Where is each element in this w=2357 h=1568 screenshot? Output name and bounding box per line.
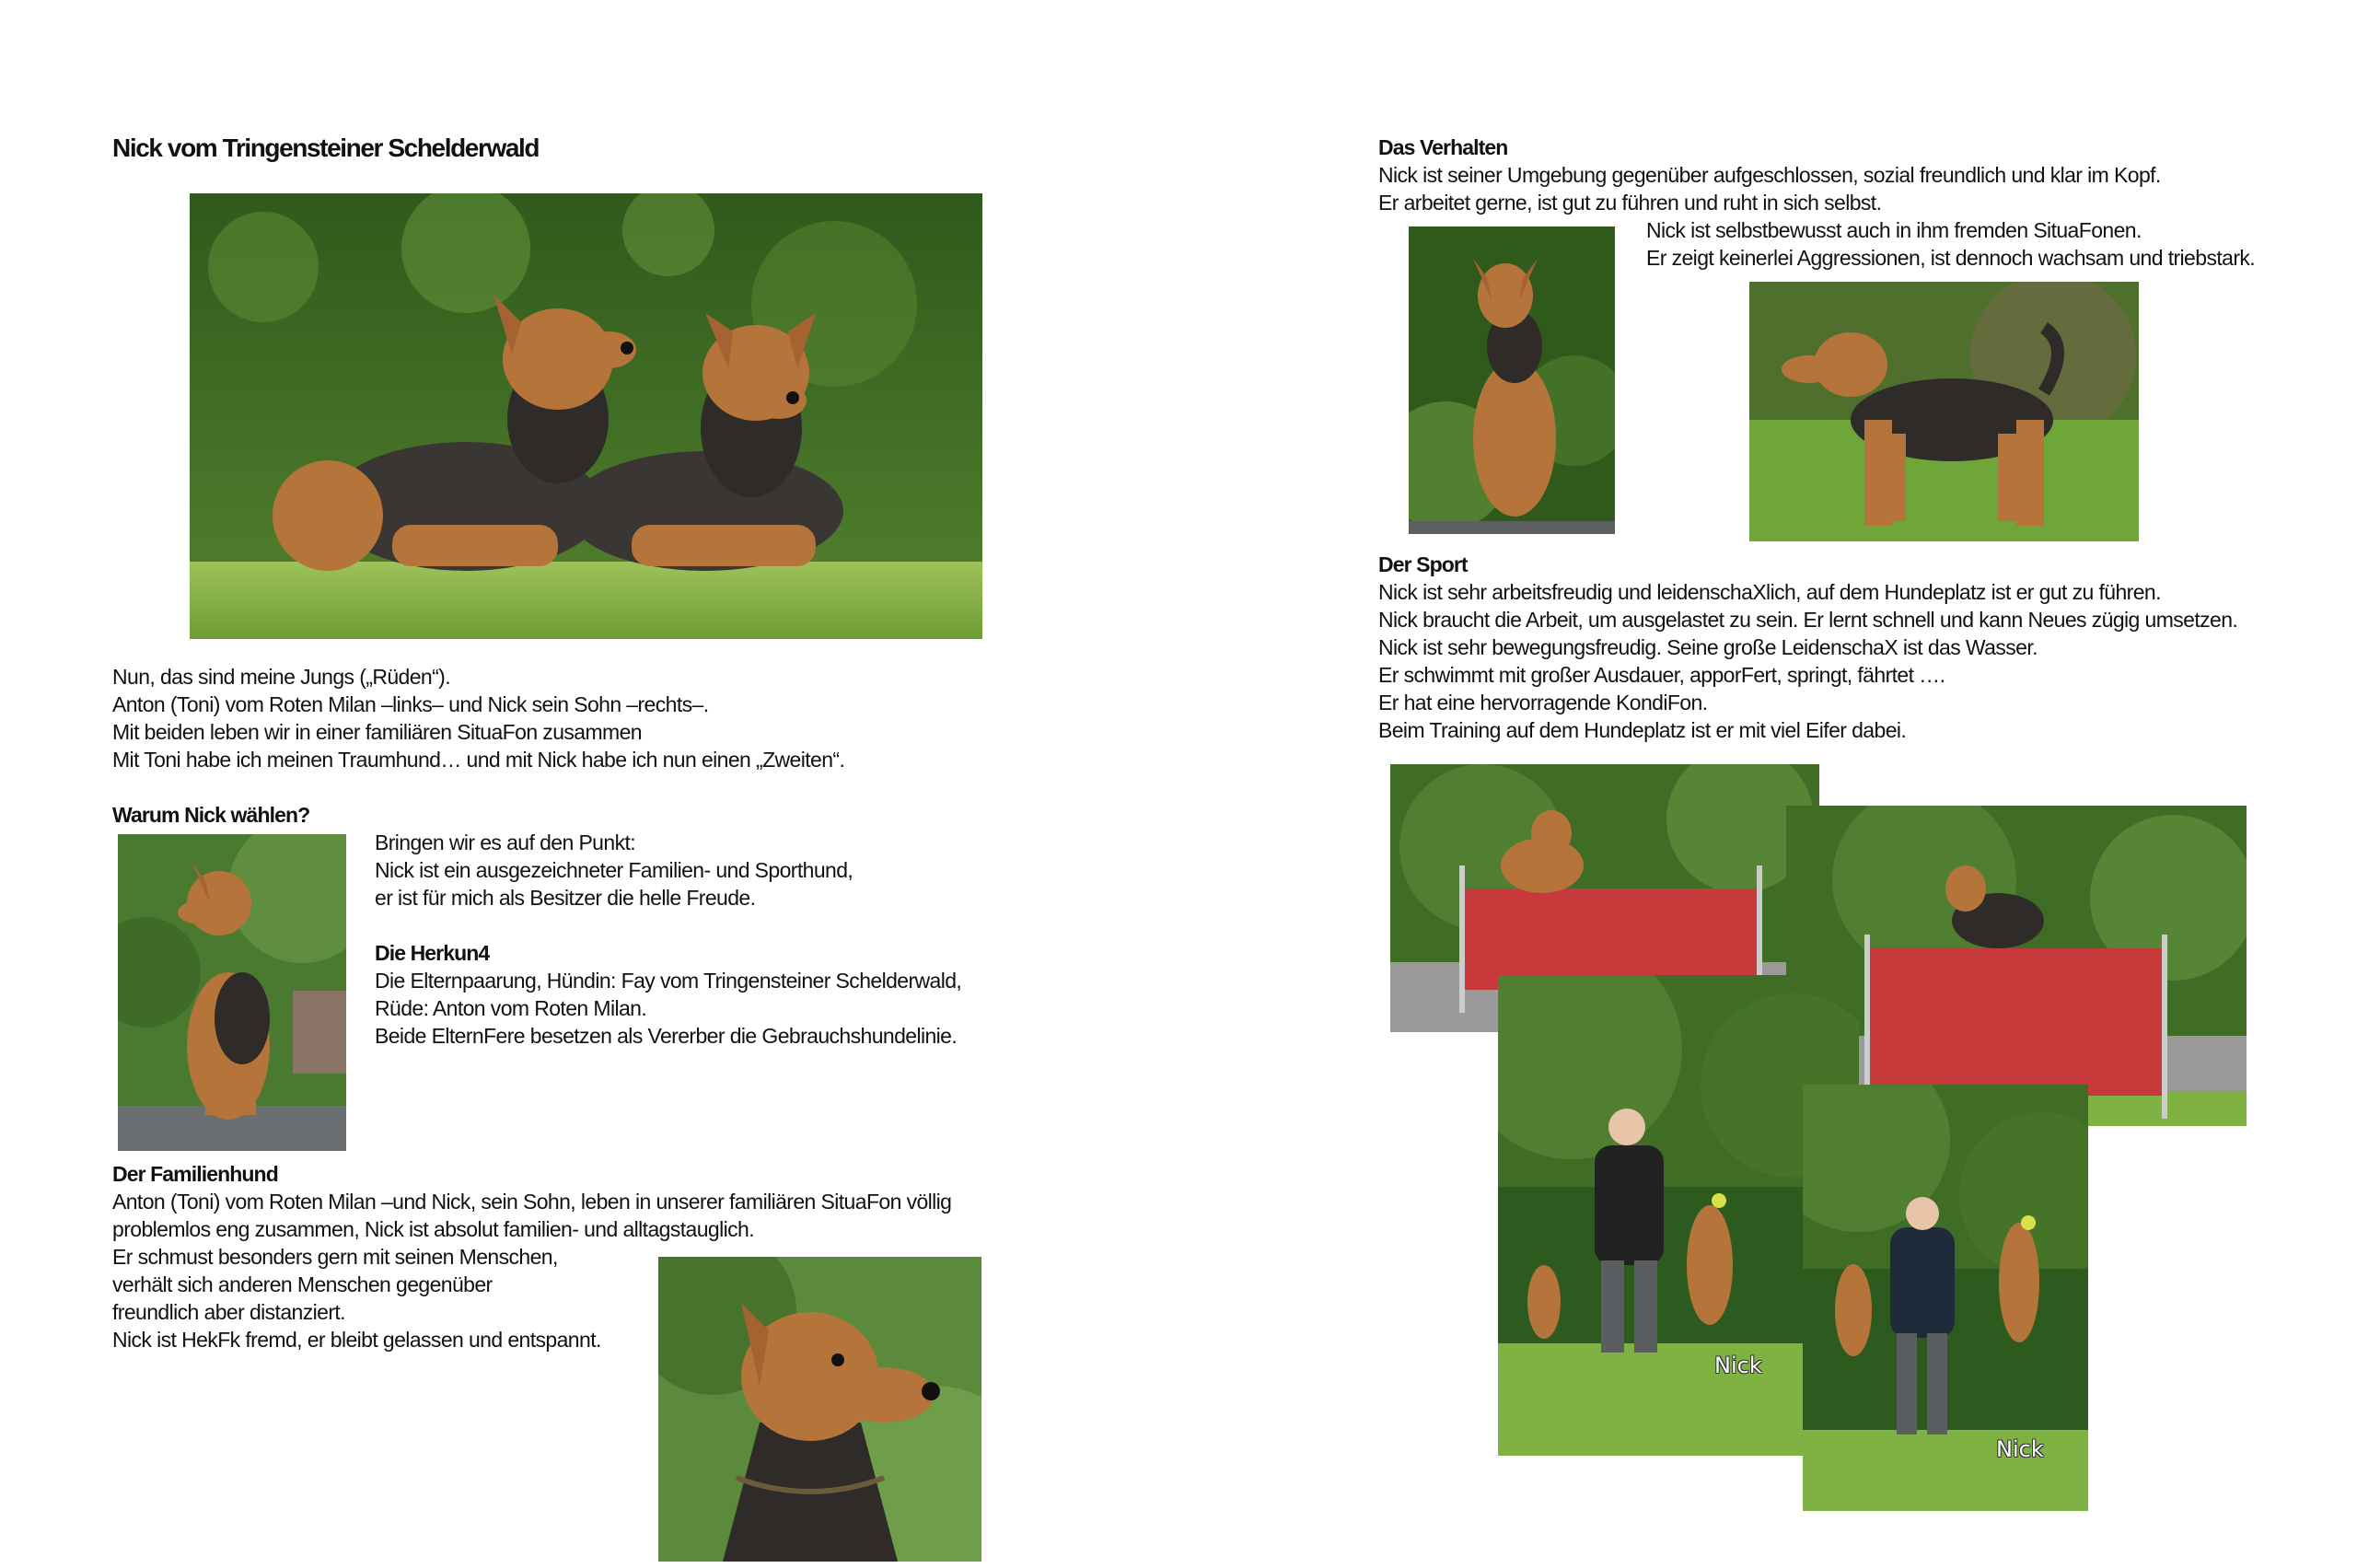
family-line: Er schmust besonders gern mit seinen Menschen, <box>112 1245 558 1269</box>
photo-caption: Nick <box>1714 1353 1762 1378</box>
photo-caption: Nick <box>1996 1436 2044 1462</box>
behavior-indented-text <box>1646 216 2255 272</box>
sport-line: Er hat eine hervorragende KondiFon. <box>1378 691 1708 714</box>
family-wide-text <box>112 1188 951 1243</box>
page-title: Nick vom Tringensteiner Schelderwald <box>112 134 540 162</box>
sport-heading: Der Sport <box>1378 552 1468 576</box>
standing-dog-photo <box>1749 282 2139 541</box>
sport-line: Er schwimmt mit großer Ausdauer, apporFert, springt, fährtet …. <box>1378 663 1945 687</box>
behavior-line: Er arbeitet gerne, ist gut zu führen und ruht in sich selbst. <box>1378 191 1882 215</box>
two-dogs-photo <box>190 193 982 639</box>
origin-line: Beide ElternFere besetzen als Vererber die Gebrauchshundelinie. <box>375 1024 958 1048</box>
why-line: Bringen wir es auf den Punkt: <box>375 830 636 854</box>
family-text <box>112 1243 601 1353</box>
behavior-heading: Das Verhalten <box>1378 135 1508 159</box>
origin-text <box>375 967 961 1050</box>
sport-text <box>1378 578 2237 744</box>
behavior-line: Er zeigt keinerlei Aggressionen, ist dennoch wachsam und triebstark. <box>1646 246 2256 270</box>
intro-line: Anton (Toni) vom Roten Milan –links– und Nick sein Sohn –rechts–. <box>112 692 709 716</box>
behavior-line: Nick ist seiner Umgebung gegenüber aufgeschlossen, sozial freundlich und klar im Kopf. <box>1378 163 2161 187</box>
ball-catch-photo-2 <box>1803 1085 2088 1511</box>
why-line: er ist für mich als Besitzer die helle Freude. <box>375 886 756 910</box>
origin-line: Rüde: Anton vom Roten Milan. <box>375 996 647 1020</box>
family-line: verhält sich anderen Menschen gegenüber <box>112 1272 493 1296</box>
why-text <box>375 829 853 912</box>
family-line: Nick ist HekFk fremd, er bleibt gelassen und entspannt. <box>112 1328 601 1352</box>
family-line: freundlich aber distanziert. <box>112 1300 345 1324</box>
origin-heading: Die Herkun4 <box>375 941 490 965</box>
why-line: Nick ist ein ausgezeichneter Familien- und Sporthund, <box>375 858 853 882</box>
origin-line: Die Elternpaarung, Hündin: Fay vom Tringensteiner Schelderwald, <box>375 969 962 993</box>
dog-portrait-photo <box>658 1257 981 1562</box>
sport-line: Beim Training auf dem Hundeplatz ist er mit viel Eifer dabei. <box>1378 718 1907 742</box>
why-heading: Warum Nick wählen? <box>112 803 310 827</box>
sport-line: Nick braucht die Arbeit, um ausgelastet zu sein. Er lernt schnell und kann Neues zügig umsetzen. <box>1378 608 2238 632</box>
intro-line: Nun, das sind meine Jungs („Rüden“). <box>112 665 451 689</box>
intro-line: Mit beiden leben wir in einer familiären SituaFon zusammen <box>112 720 642 744</box>
dog-on-table-photo <box>1409 226 1615 534</box>
intro-text <box>112 663 844 773</box>
sport-line: Nick ist sehr arbeitsfreudig und leidenschaXlich, auf dem Hundeplatz ist er gut zu führen. <box>1378 580 2161 604</box>
sport-line: Nick ist sehr bewegungsfreudig. Seine große LeidenschaX ist das Wasser. <box>1378 635 2038 659</box>
family-heading: Der Familienhund <box>112 1162 278 1186</box>
behavior-line: Nick ist selbstbewusst auch in ihm fremden SituaFonen. <box>1646 218 2142 242</box>
family-line: problemlos eng zusammen, Nick ist absolut familien- und alltagstauglich. <box>112 1217 754 1241</box>
intro-line: Mit Toni habe ich meinen Traumhund… und mit Nick habe ich nun einen „Zweiten“. <box>112 748 845 772</box>
family-line: Anton (Toni) vom Roten Milan –und Nick, sein Sohn, leben in unserer familiären SituaFon völlig <box>112 1190 952 1214</box>
behavior-text <box>1378 161 2161 216</box>
sitting-dog-photo <box>118 834 346 1151</box>
